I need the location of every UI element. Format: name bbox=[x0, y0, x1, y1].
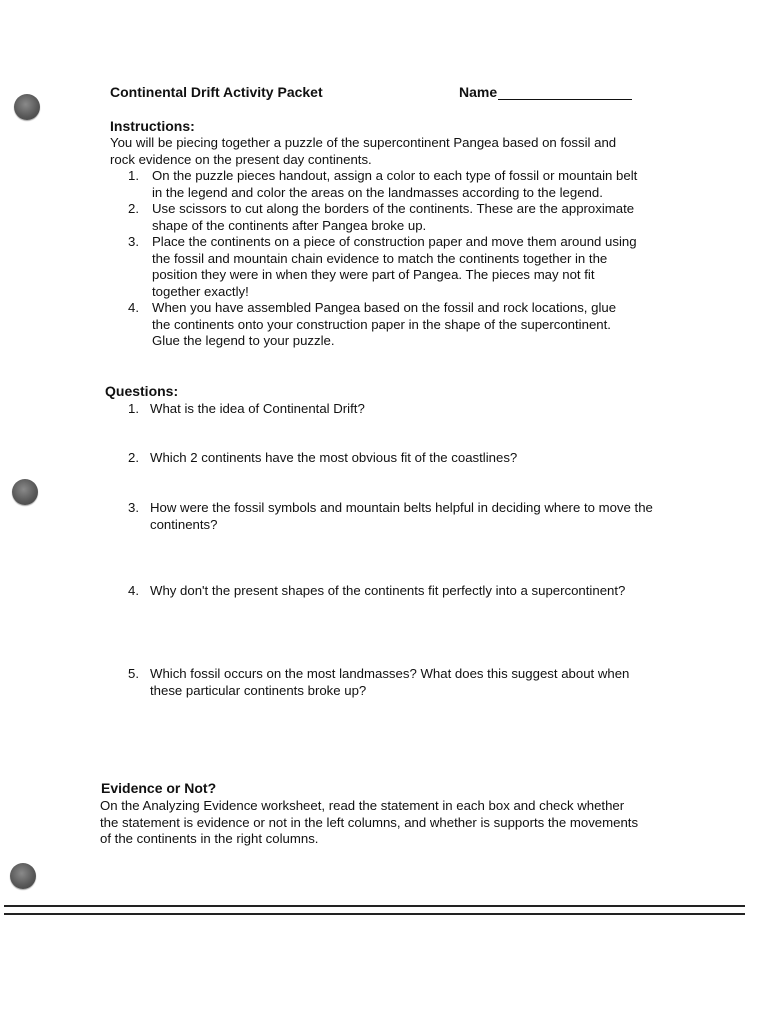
question-number: 1. bbox=[128, 401, 139, 416]
item-number: 1. bbox=[128, 168, 139, 183]
name-label: Name bbox=[459, 84, 498, 100]
item-text: Use scissors to cut along the borders of the continents. These are the approximate shape of the continents after Pangea broke up. bbox=[152, 201, 635, 233]
question-text: Which 2 continents have the most obvious fit of the coastlines? bbox=[150, 450, 518, 465]
divider-line bbox=[4, 905, 745, 907]
instruction-item bbox=[128, 201, 638, 234]
punch-hole bbox=[14, 94, 40, 120]
question-number: 5. bbox=[128, 666, 139, 681]
item-text: When you have assembled Pangea based on the fossil and rock locations, glue the continents onto your construction paper in the shape of the supercontinent. Glue the legend to your puzzle. bbox=[152, 300, 617, 348]
instructions-list bbox=[128, 168, 638, 350]
question-number: 2. bbox=[128, 450, 139, 465]
evidence-heading: Evidence or Not? bbox=[101, 780, 217, 796]
punch-hole bbox=[10, 863, 36, 889]
question-item bbox=[128, 666, 660, 699]
evidence-text: On the Analyzing Evidence worksheet, read the statement in each box and check whether the statement is evidence or not in the left columns, and whether is supports the movements of the continents in the right columns. bbox=[100, 798, 639, 846]
instructions-heading: Instructions: bbox=[110, 118, 195, 134]
punch-hole bbox=[12, 479, 38, 505]
instruction-item bbox=[128, 300, 638, 350]
instruction-item bbox=[128, 234, 638, 300]
item-text: On the puzzle pieces handout, assign a color to each type of fossil or mountain belt in the legend and color the areas on the landmasses according to the legend. bbox=[152, 168, 638, 200]
item-number: 4. bbox=[128, 300, 139, 315]
instructions-intro: You will be piecing together a puzzle of the supercontinent Pangea based on fossil and rock evidence on the present day continents. bbox=[110, 135, 617, 167]
document-title: Continental Drift Activity Packet bbox=[110, 84, 323, 100]
question-text: Which fossil occurs on the most landmasses? What does this suggest about when these particular continents broke up? bbox=[150, 666, 630, 698]
questions-heading: Questions: bbox=[105, 383, 179, 399]
question-item bbox=[128, 583, 660, 600]
item-text: Place the continents on a piece of construction paper and move them around using the fossil and mountain chain evidence to match the continents together in the position they were in when they were part of Pangea. The pieces may not fit together exactly! bbox=[152, 234, 637, 299]
question-text: What is the idea of Continental Drift? bbox=[150, 401, 365, 416]
question-text: How were the fossil symbols and mountain belts helpful in deciding where to move the continents? bbox=[150, 500, 653, 532]
question-number: 3. bbox=[128, 500, 139, 515]
divider-line bbox=[4, 913, 745, 915]
instruction-item bbox=[128, 168, 638, 201]
item-number: 2. bbox=[128, 201, 139, 216]
question-item bbox=[128, 450, 660, 467]
item-number: 3. bbox=[128, 234, 139, 249]
question-item bbox=[128, 401, 660, 418]
question-item bbox=[128, 500, 660, 533]
question-number: 4. bbox=[128, 583, 139, 598]
name-blank-line bbox=[498, 99, 632, 100]
question-text: Why don't the present shapes of the continents fit perfectly into a supercontinent? bbox=[150, 583, 626, 598]
